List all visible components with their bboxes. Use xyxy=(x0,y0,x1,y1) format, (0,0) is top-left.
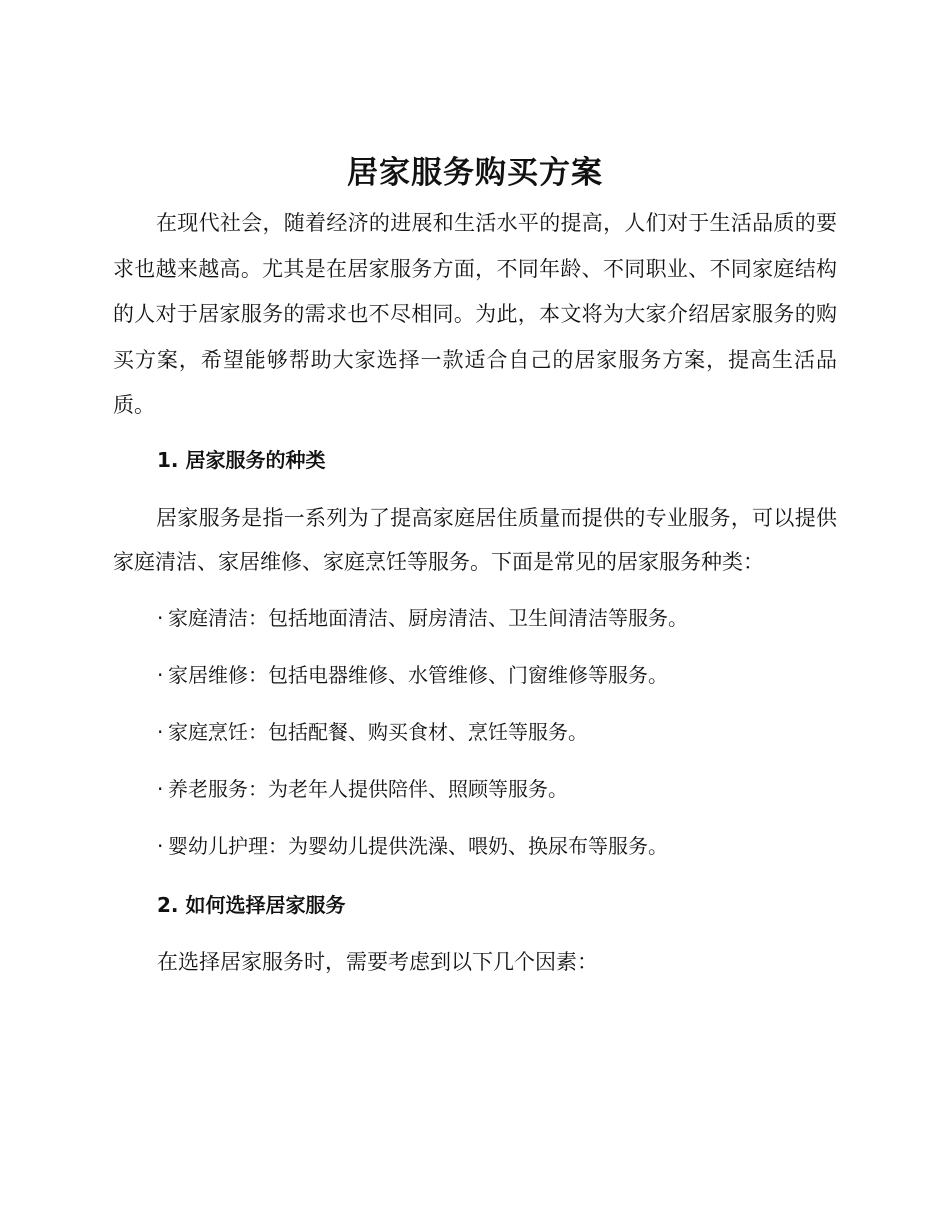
section-heading-selection: 2. 如何选择居家服务 xyxy=(157,893,346,917)
list-item xyxy=(157,717,837,774)
list-item-text: 家庭清洁：包括地面清洁、厨房清洁、卫生间清洁等服务。 xyxy=(168,606,688,630)
list-item xyxy=(157,660,837,717)
bullet-icon: · xyxy=(157,606,164,630)
list-item-text: 家居维修：包括电器维修、水管维修、门窗维修等服务。 xyxy=(168,663,668,687)
list-item xyxy=(157,774,837,831)
list-item-text: 家庭烹饪：包括配餐、购买食材、烹饪等服务。 xyxy=(168,720,588,744)
bullet-icon: · xyxy=(157,834,164,858)
bullet-icon: · xyxy=(157,777,164,801)
list-item-text: 养老服务：为老年人提供陪伴、照顾等服务。 xyxy=(168,777,568,801)
section-paragraph-selection: 在选择居家服务时，需要考虑到以下几个因素： xyxy=(157,950,598,974)
service-types-list xyxy=(157,603,837,888)
list-item-text: 婴幼儿护理：为婴幼儿提供洗澡、喂奶、换尿布等服务。 xyxy=(168,834,668,858)
bullet-icon: · xyxy=(157,720,164,744)
intro-paragraph: 在现代社会，随着经济的进展和生活水平的提高，人们对于生活品质的要求也越来越高。尤其是在居家服务方面，不同年龄、不同职业、不同家庭结构的人对于居家服务的需求也不尽相同。为此，本文将为大家介绍居家服务的购买方案，希望能够帮助大家选择一款适合自己的居家服务方案，提高生活品质。 xyxy=(113,211,837,417)
document-title: 居家服务购买方案 xyxy=(347,155,603,191)
list-item xyxy=(157,831,837,888)
bullet-icon: · xyxy=(157,663,164,687)
section-heading-types: 1. 居家服务的种类 xyxy=(157,448,326,472)
list-item xyxy=(157,603,837,660)
section-paragraph-types: 居家服务是指一系列为了提高家庭居住质量而提供的专业服务，可以提供家庭清洁、家居维修、家庭烹饪等服务。下面是常见的居家服务种类： xyxy=(113,506,837,574)
